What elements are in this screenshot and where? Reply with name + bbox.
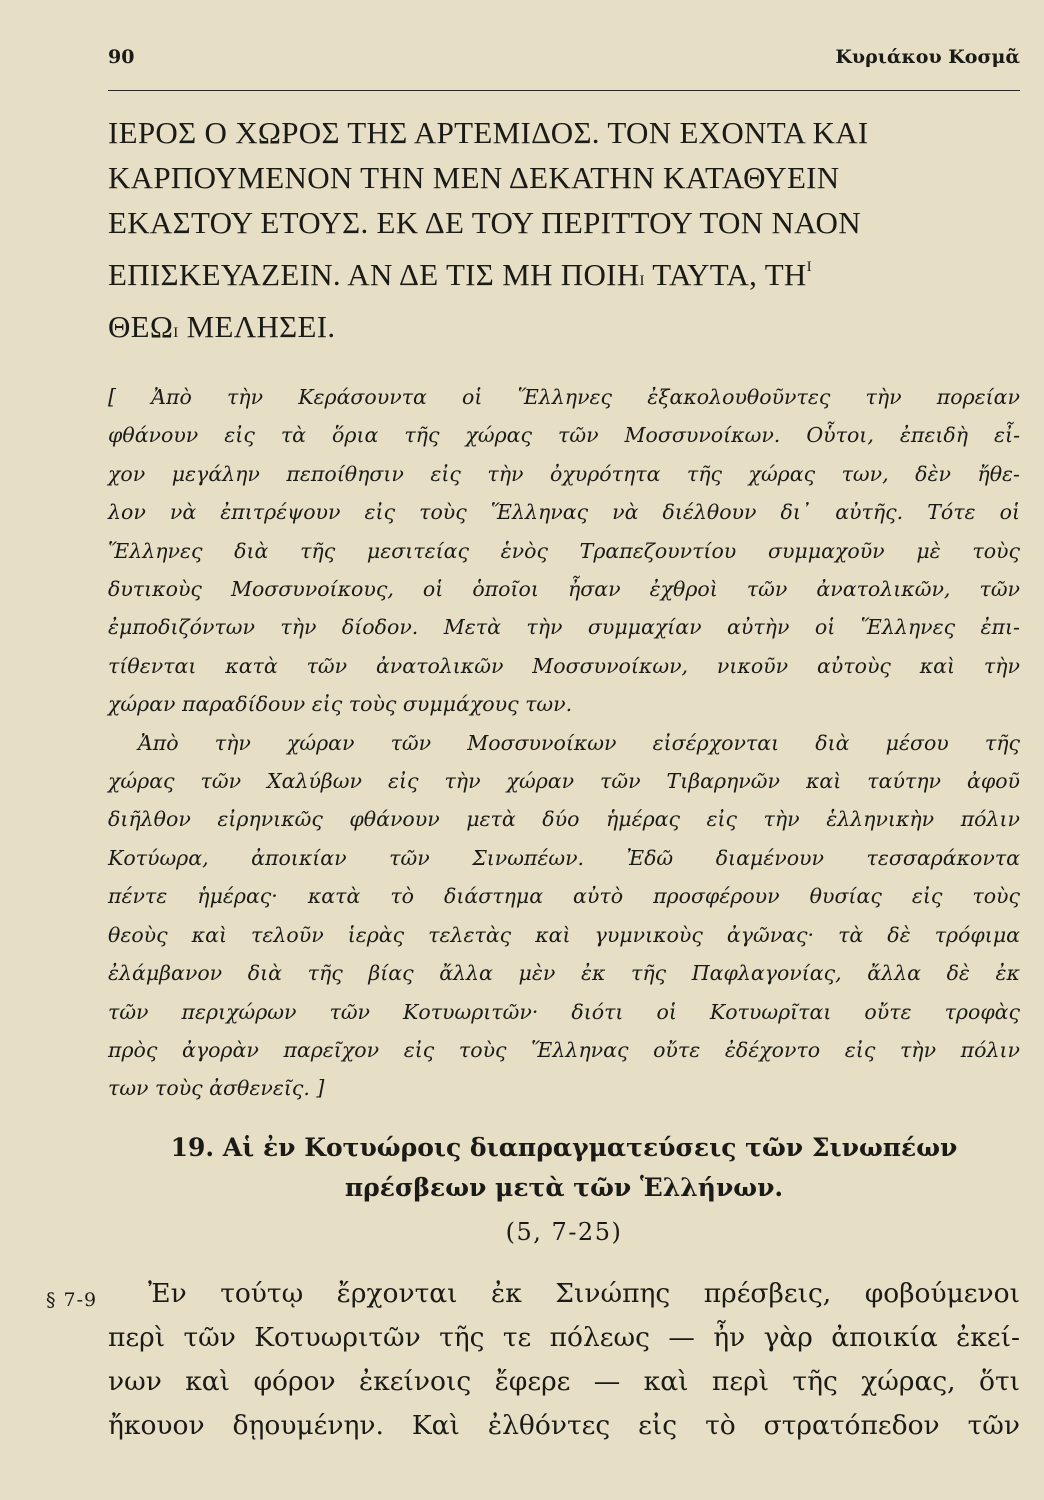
iota-adscript: Ι (806, 259, 812, 275)
summary-line: χώρας τῶν Χαλύβων εἰς τὴν χώραν τῶν Τιβαρηνῶν καὶ ταύτην ἀφοῦ (108, 769, 1020, 794)
summary-line: ἐμποδιζόντων τὴν δίοδον. Μετὰ τὴν συμμαχίαν αὐτὴν οἱ Ἕλληνες ἐπι- (108, 615, 1020, 640)
inscription-line: ΙΕΡΟΣ Ο ΧΩΡΟΣ ΤΗΣ ΑΡΤΕΜΙΔΟΣ. ΤΟΝ ΕΧΟΝΤΑ ΚΑΙ (108, 115, 869, 150)
inscription-line: ΚΑΡΠΟΥΜΕΝΟΝ ΤΗΝ ΜΕΝ ΔΕΚΑΤΗΝ ΚΑΤΑΘΥΕΙΝ (108, 160, 840, 195)
summary-line: [ Ἀπὸ τὴν Κεράσουντα οἱ Ἕλληνες ἐξακολουθοῦντες τὴν πορείαν (108, 385, 1020, 409)
summary-line: χον μεγάλην πεποίθησιν εἰς τὴν ὀχυρότητα τῆς χώρας των, δὲν ἤθε- (108, 461, 1020, 486)
inscription-text (108, 110, 1018, 356)
page-number: 90 (108, 46, 135, 68)
iota-adscript: Ι (173, 325, 179, 341)
iota-adscript: Ι (639, 273, 645, 289)
summary-line: Ἕλληνες διὰ τῆς μεσιτείας ἑνὸς Τραπεζουντίου συμμαχοῦν μὲ τοὺς (108, 538, 1020, 563)
greek-text (108, 1272, 1020, 1448)
summary-line: χώραν παραδίδουν εἰς τοὺς συμμάχους των. (108, 692, 573, 717)
summary-line: των τοὺς ἀσθενεῖς. ] (108, 1076, 325, 1101)
summary-line: διῆλθον εἰρηνικῶς φθάνουν μετὰ δύο ἡμέρας εἰς τὴν ἑλληνικὴν πόλιν (108, 807, 1020, 832)
margin-reference: § 7-9 (46, 1289, 98, 1311)
inscription-fragment: ΜΕΛΗΣΕΙ. (178, 309, 336, 344)
inscription-line (108, 304, 1018, 356)
summary-line: πέντε ἡμέρας· κατὰ τὸ διάστημα αὐτὸ προσφέρουν θυσίας εἰς τοὺς (108, 884, 1020, 909)
summary-line: θεοὺς καὶ τελοῦν ἱερὰς τελετὰς καὶ γυμνικοὺς ἀγῶνας· τὰ δὲ τρόφιμα (108, 922, 1020, 947)
section-reference: (5, 7-25) (505, 1218, 623, 1246)
inscription-line (108, 245, 1018, 304)
inscription-line: ΕΚΑΣΤΟΥ ΕΤΟΥΣ. ΕΚ ΔΕ ΤΟΥ ΠΕΡΙΤΤΟΥ ΤΟΝ ΝΑΟΝ (108, 205, 861, 240)
text-line: Ἐν τούτῳ ἔρχονται ἐκ Σινώπης πρέσβεις, φοβούμενοι (148, 1278, 1020, 1309)
bracketed-summary (108, 378, 1020, 1108)
summary-line: πρὸς ἀγορὰν παρεῖχον εἰς τοὺς Ἕλληνας οὔτε ἐδέχοντο εἰς τὴν πόλιν (108, 1037, 1020, 1062)
header-rule (108, 90, 1020, 91)
text-line: νων καὶ φόρον ἐκείνοις ἔφερε — καὶ περὶ τῆς χώρας, ὅτι (108, 1366, 1020, 1397)
section-title-line: πρέσβεων μετὰ τῶν Ἑλλήνων. (344, 1173, 784, 1202)
inscription-fragment: ΘΕΩ (108, 309, 174, 344)
text-line: περὶ τῶν Κοτυωριτῶν τῆς τε πόλεως — ἦν γὰρ ἀποικία ἐκεί- (108, 1322, 1020, 1353)
summary-line: Ἀπὸ τὴν χώραν τῶν Μοσσυνοίκων εἰσέρχονται διὰ μέσου τῆς (138, 730, 1020, 755)
section-heading (108, 1128, 1020, 1208)
summary-line: τῶν περιχώρων τῶν Κοτυωριτῶν· διότι οἱ Κοτυωρῖται οὔτε τροφὰς (108, 999, 1020, 1024)
summary-line: τίθενται κατὰ τῶν ἀνατολικῶν Μοσσυνοίκων, νικοῦν αὐτοὺς καὶ τὴν (108, 653, 1020, 678)
summary-line: λον νὰ ἐπιτρέψουν εἰς τοὺς Ἕλληνας νὰ διέλθουν δι᾿ αὐτῆς. Τότε οἱ (108, 500, 1020, 525)
summary-line: δυτικοὺς Μοσσυνοίκους, οἱ ὁποῖοι ἦσαν ἐχθροὶ τῶν ἀνατολικῶν, τῶν (108, 577, 1020, 602)
page-header (108, 46, 1020, 76)
inscription-fragment: ΕΠΙΣΚΕΥΑΖΕΙΝ. ΑΝ ΔΕ ΤΙΣ ΜΗ ΠΟΙΗ (108, 257, 640, 292)
summary-line: Κοτύωρα, ἀποικίαν τῶν Σινωπέων. Ἐδῶ διαμένουν τεσσαράκοντα (108, 845, 1020, 870)
running-head: Κυριάκου Κοσμᾶ (835, 46, 1020, 68)
text-line: ἤκουον δῃουμένην. Καὶ ἐλθόντες εἰς τὸ στρατόπεδον τῶν (108, 1410, 1020, 1441)
summary-line: φθάνουν εἰς τὰ ὅρια τῆς χώρας τῶν Μοσσυνοίκων. Οὗτοι, ἐπειδὴ εἶ- (108, 423, 1020, 448)
section-title-line: 19. Αἱ ἐν Κοτυώροις διαπραγματεύσεις τῶν Σινωπέων (170, 1133, 958, 1162)
inscription-fragment: ΤΑΥΤΑ, ΤΗ (644, 257, 807, 292)
summary-line: ἐλάμβανον διὰ τῆς βίας ἄλλα μὲν ἐκ τῆς Παφλαγονίας, ἄλλα δὲ ἐκ (108, 961, 1020, 986)
